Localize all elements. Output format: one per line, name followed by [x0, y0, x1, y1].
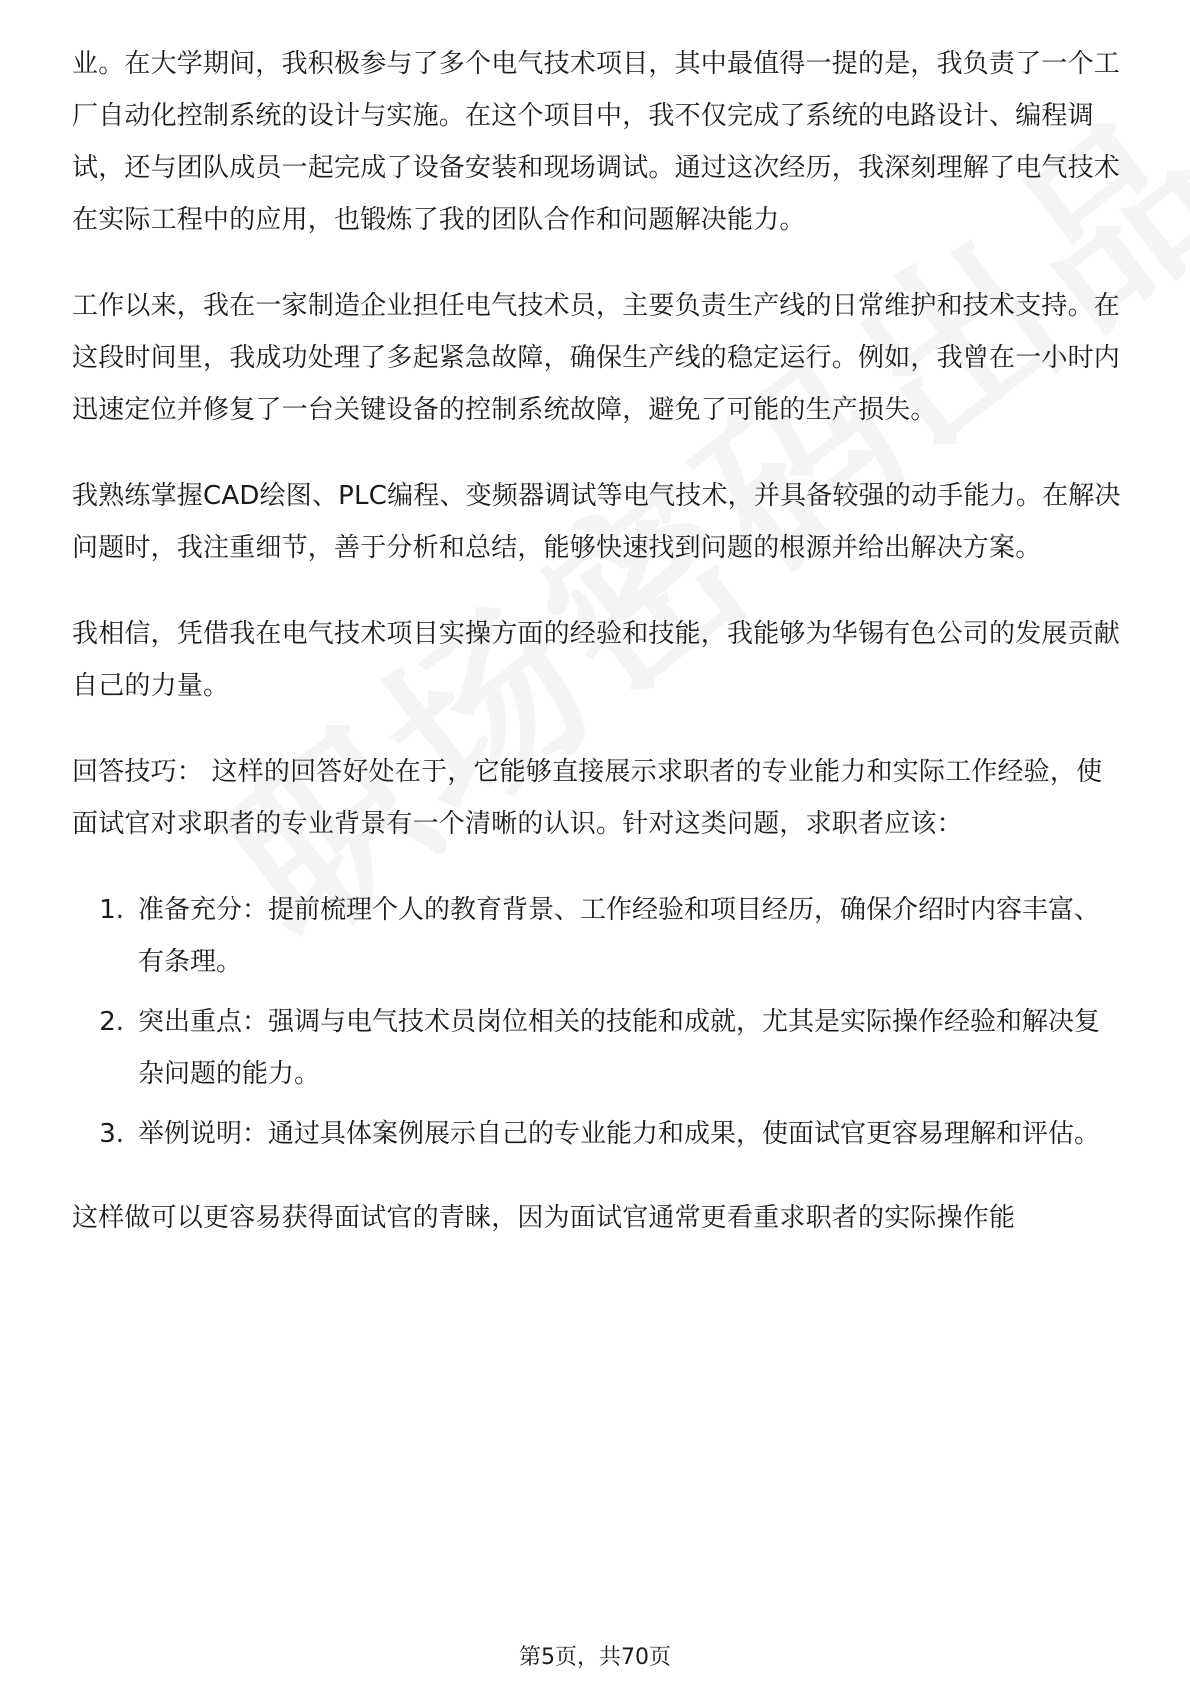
list-item [72, 884, 1122, 988]
list-number: 3. [99, 1119, 124, 1149]
paragraph-closing: 这样做可以更容易获得面试官的青睐，因为面试官通常更看重求职者的实际操作能 [72, 1203, 1016, 1233]
list-text: 准备充分：提前梳理个人的教育背景、工作经验和项目经历，确保介绍时内容丰富、有条理。 [138, 895, 1101, 977]
page-footer: 第5页，共70页 [519, 1645, 671, 1670]
list-number: 1. [99, 895, 124, 925]
page-content [72, 38, 1122, 1244]
list-text: 举例说明：通过具体案例展示自己的专业能力和成果，使面试官更容易理解和评估。 [138, 1119, 1101, 1149]
paragraph-work: 工作以来，我在一家制造企业担任电气技术员，主要负责生产线的日常维护和技术支持。在这段时间里，我成功处理了多起紧急故障，确保生产线的稳定运行。例如，我曾在一小时内迅速定位并修复了一台关键设备的控制系统故障，避免了可能的生产损失。 [72, 291, 1121, 425]
list-text: 突出重点：强调与电气技术员岗位相关的技能和成就，尤其是实际操作经验和解决复杂问题的能力。 [138, 1007, 1101, 1089]
paragraph-tips-intro: 回答技巧： 这样的回答好处在于，它能够直接展示求职者的专业能力和实际工作经验，使面试官对求职者的专业背景有一个清晰的认识。针对这类问题，求职者应该： [72, 757, 1103, 839]
paragraph-skills: 我熟练掌握CAD绘图、PLC编程、变频器调试等电气技术，并具备较强的动手能力。在解决问题时，我注重细节，善于分析和总结，能够快速找到问题的根源并给出解决方案。 [72, 481, 1121, 563]
list-item [72, 996, 1122, 1100]
paragraph-education: 业。在大学期间，我积极参与了多个电气技术项目，其中最值得一提的是，我负责了一个工厂自动化控制系统的设计与实施。在这个项目中，我不仅完成了系统的电路设计、编程调试，还与团队成员一起完成了设备安装和现场调试。通过这次经历，我深刻理解了电气技术在实际工程中的应用，也锻炼了我的团队合作和问题解决能力。 [72, 49, 1121, 235]
list-number: 2. [99, 1007, 124, 1037]
list-item [72, 1108, 1122, 1160]
paragraph-conclusion: 我相信，凭借我在电气技术项目实操方面的经验和技能，我能够为华锡有色公司的发展贡献自己的力量。 [72, 619, 1121, 701]
tips-list [72, 884, 1122, 1160]
